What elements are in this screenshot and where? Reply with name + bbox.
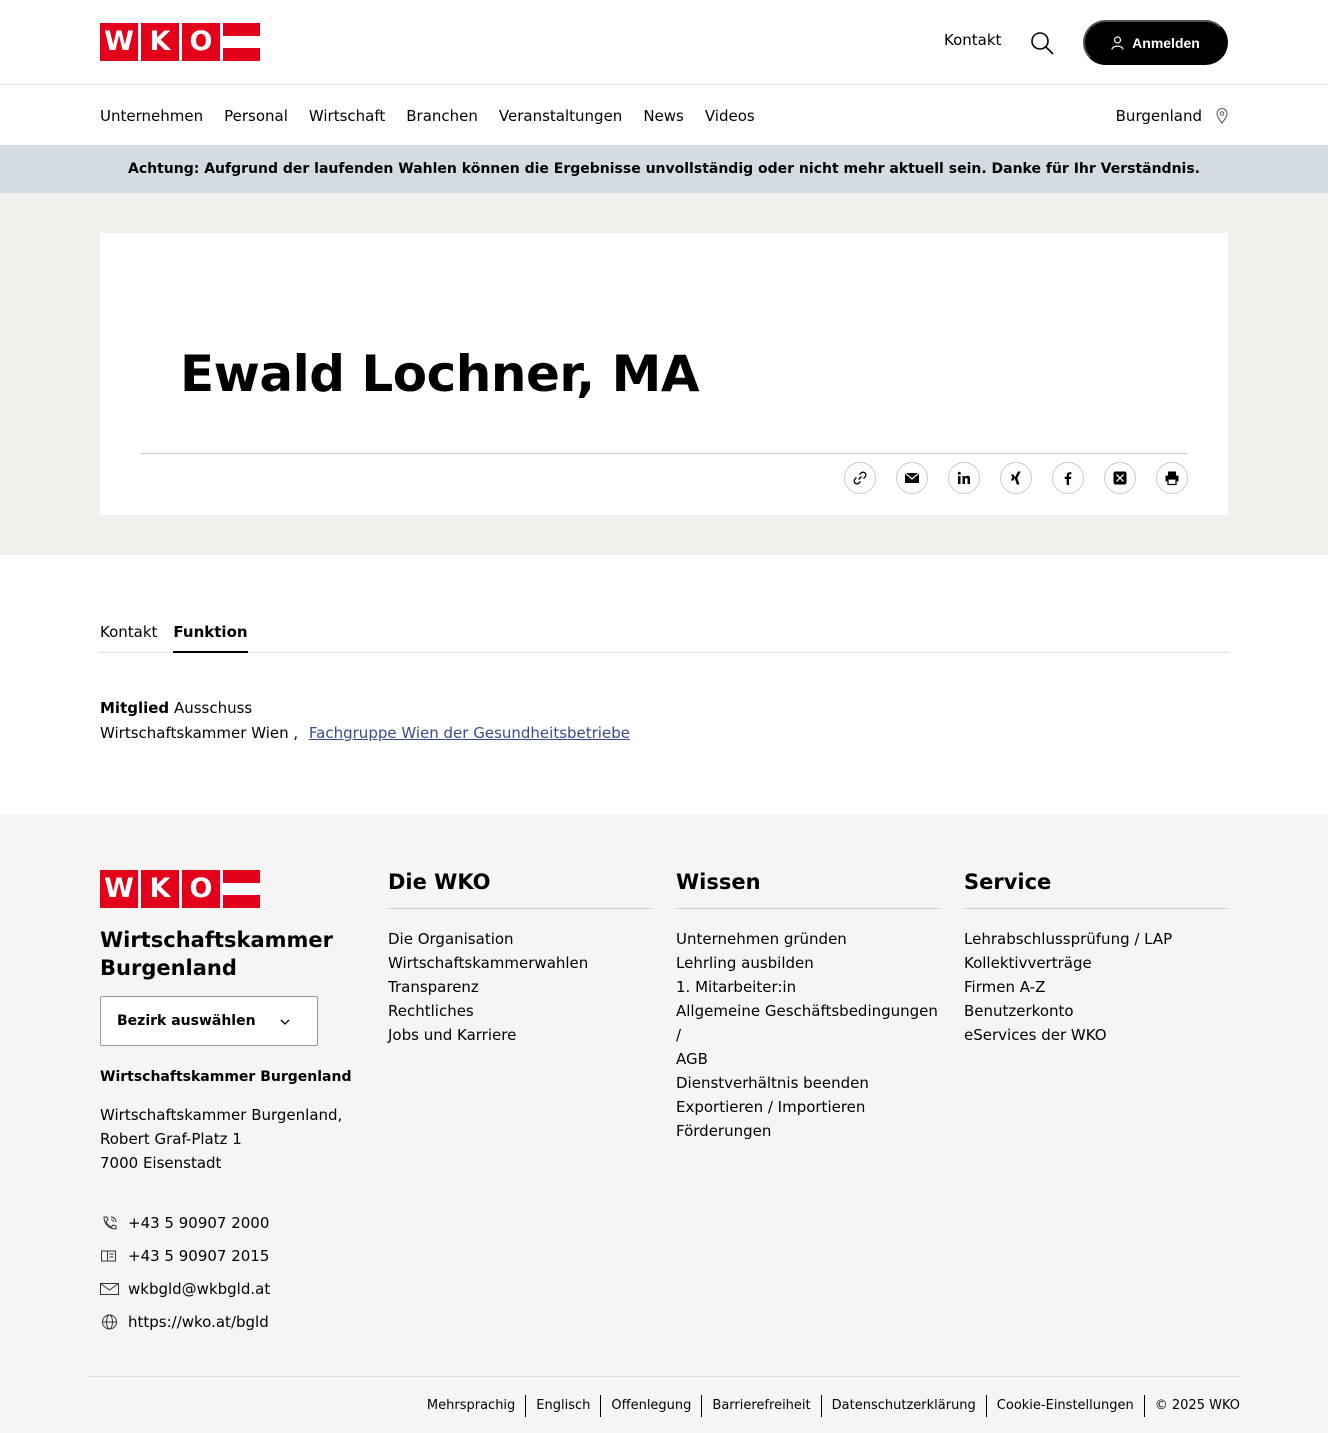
chevron-down-icon bbox=[279, 1016, 291, 1028]
fachgruppe-link[interactable]: Fachgruppe Wien der Gesundheitsbetriebe bbox=[308, 724, 630, 742]
card-divider bbox=[140, 453, 1188, 454]
footer-link[interactable]: Benutzerkonto bbox=[964, 1002, 1074, 1020]
fax-icon bbox=[100, 1248, 119, 1264]
logo-letter: O bbox=[182, 23, 220, 61]
footer-wko-logo[interactable] bbox=[100, 870, 260, 908]
address-line: Robert Graf-Platz 1 bbox=[100, 1130, 242, 1148]
linkedin-icon[interactable] bbox=[948, 462, 980, 494]
nav-item-news[interactable]: News bbox=[643, 107, 684, 125]
footer-link[interactable]: Dienstverhältnis beenden bbox=[676, 1074, 869, 1092]
site-footer bbox=[0, 814, 1328, 1433]
footer-link[interactable]: Wirtschaftskammerwahlen bbox=[388, 954, 589, 972]
footer-link[interactable]: Allgemeine Geschäftsbedingungen / bbox=[676, 1002, 938, 1044]
footer-link[interactable]: Die Organisation bbox=[388, 930, 514, 948]
facebook-icon[interactable] bbox=[1052, 462, 1084, 494]
function-body: Ausschuss bbox=[173, 699, 253, 717]
footer-link[interactable]: eServices der WKO bbox=[964, 1026, 1107, 1044]
footer-link[interactable]: Exportieren / Importieren bbox=[676, 1098, 866, 1116]
top-bar bbox=[0, 0, 1328, 85]
function-chamber: Wirtschaftskammer Wien , bbox=[100, 724, 299, 742]
footer-column-title: Wissen bbox=[676, 870, 940, 909]
footer-address bbox=[100, 1103, 342, 1175]
function-role: Mitglied bbox=[100, 699, 170, 717]
nav-item-wirtschaft[interactable]: Wirtschaft bbox=[308, 107, 386, 125]
footer-link[interactable]: 1. Mitarbeiter:in bbox=[676, 978, 797, 996]
legal-link-offenlegung[interactable]: Offenlegung bbox=[601, 1395, 702, 1417]
profile-hero bbox=[0, 193, 1328, 555]
fax-row[interactable]: +43 5 90907 2015 bbox=[100, 1239, 270, 1272]
legal-link-datenschutz[interactable]: Datenschutzerklärung bbox=[822, 1395, 987, 1417]
web-row[interactable]: https://wko.at/bgld bbox=[100, 1305, 270, 1338]
election-notice: Achtung: Aufgrund der laufenden Wahlen können die Ergebnisse unvollständig oder nicht mehr aktuell sein. Danke für Ihr Verständnis. bbox=[0, 145, 1328, 193]
legal-links bbox=[417, 1395, 1240, 1417]
legal-link-englisch[interactable]: Englisch bbox=[526, 1395, 601, 1417]
footer-link[interactable]: Förderungen bbox=[676, 1122, 772, 1140]
person-name: Ewald Lochner, MA bbox=[180, 345, 700, 403]
footer-org-name: Wirtschaftskammer Burgenland bbox=[100, 928, 333, 980]
link-icon[interactable] bbox=[844, 462, 876, 494]
footer-link[interactable]: Jobs und Karriere bbox=[388, 1026, 517, 1044]
login-button[interactable] bbox=[1083, 20, 1228, 65]
footer-column-wissen bbox=[676, 870, 940, 1143]
bezirk-select[interactable] bbox=[100, 996, 318, 1046]
profile-content bbox=[0, 555, 1328, 814]
footer-link[interactable]: Lehrling ausbilden bbox=[676, 954, 814, 972]
footer-link[interactable]: Rechtliches bbox=[388, 1002, 474, 1020]
email-row[interactable]: wkbgld@wkbgld.at bbox=[100, 1272, 270, 1305]
logo-flag bbox=[223, 870, 260, 908]
nav-item-veranstaltungen[interactable]: Veranstaltungen bbox=[498, 107, 623, 125]
footer-link[interactable]: Transparenz bbox=[388, 978, 479, 996]
footer-link[interactable]: Lehrabschlussprüfung / LAP bbox=[964, 930, 1173, 948]
profile-tabs bbox=[100, 620, 1228, 653]
region-selector[interactable] bbox=[1116, 107, 1228, 125]
footer-divider bbox=[88, 1376, 1240, 1377]
location-pin-icon bbox=[1216, 108, 1228, 124]
user-icon bbox=[1111, 36, 1124, 50]
logo-letter: O bbox=[182, 870, 220, 908]
copyright: © 2025 WKO bbox=[1154, 1398, 1240, 1413]
envelope-icon bbox=[100, 1281, 119, 1297]
print-icon[interactable] bbox=[1156, 462, 1188, 494]
nav-item-videos[interactable]: Videos bbox=[704, 107, 755, 125]
profile-card bbox=[100, 233, 1228, 515]
footer-link[interactable]: Kollektivverträge bbox=[964, 954, 1092, 972]
function-entry bbox=[100, 696, 630, 746]
footer-address-title: Wirtschaftskammer Burgenland bbox=[100, 1069, 352, 1085]
nav-item-unternehmen[interactable]: Unternehmen bbox=[100, 107, 204, 125]
tab-kontakt[interactable]: Kontakt bbox=[100, 623, 158, 641]
bezirk-select-label: Bezirk auswählen bbox=[117, 1013, 256, 1029]
nav-item-personal[interactable]: Personal bbox=[224, 107, 288, 125]
x-icon[interactable] bbox=[1104, 462, 1136, 494]
legal-link-mehrsprachig[interactable]: Mehrsprachig bbox=[417, 1395, 526, 1417]
nav-item-branchen[interactable]: Branchen bbox=[406, 107, 478, 125]
main-navigation bbox=[0, 85, 1328, 145]
footer-column-title: Service bbox=[964, 870, 1228, 909]
logo-letter: K bbox=[141, 870, 179, 908]
footer-column-service bbox=[964, 870, 1228, 1047]
footer-link[interactable]: Unternehmen gründen bbox=[676, 930, 847, 948]
legal-link-barrierefreiheit[interactable]: Barrierefreiheit bbox=[702, 1395, 821, 1417]
legal-link-cookies[interactable]: Cookie-Einstellungen bbox=[987, 1395, 1145, 1417]
search-icon[interactable] bbox=[1030, 31, 1054, 55]
logo-letter: K bbox=[141, 23, 179, 61]
phone-row[interactable]: +43 5 90907 2000 bbox=[100, 1206, 270, 1239]
logo-letter: W bbox=[100, 870, 138, 908]
footer-link[interactable]: AGB bbox=[676, 1050, 708, 1068]
kontakt-link[interactable]: Kontakt bbox=[944, 31, 1002, 49]
xing-icon[interactable] bbox=[1000, 462, 1032, 494]
mail-icon[interactable] bbox=[896, 462, 928, 494]
logo-letter: W bbox=[100, 23, 138, 61]
logo-flag bbox=[223, 23, 260, 61]
footer-contacts bbox=[100, 1206, 270, 1338]
wko-logo[interactable] bbox=[100, 23, 260, 61]
login-label: Anmelden bbox=[1132, 34, 1200, 51]
globe-icon bbox=[100, 1314, 119, 1330]
address-line: Wirtschaftskammer Burgenland, bbox=[100, 1106, 343, 1124]
share-bar bbox=[844, 462, 1188, 494]
region-label: Burgenland bbox=[1115, 107, 1202, 125]
footer-link[interactable]: Firmen A-Z bbox=[964, 978, 1046, 996]
address-line: 7000 Eisenstadt bbox=[100, 1154, 222, 1172]
footer-column-die-wko bbox=[388, 870, 652, 1047]
footer-column-title: Die WKO bbox=[388, 870, 652, 909]
tab-funktion[interactable]: Funktion bbox=[173, 620, 247, 653]
phone-icon bbox=[100, 1215, 119, 1231]
site-header bbox=[0, 0, 1328, 193]
